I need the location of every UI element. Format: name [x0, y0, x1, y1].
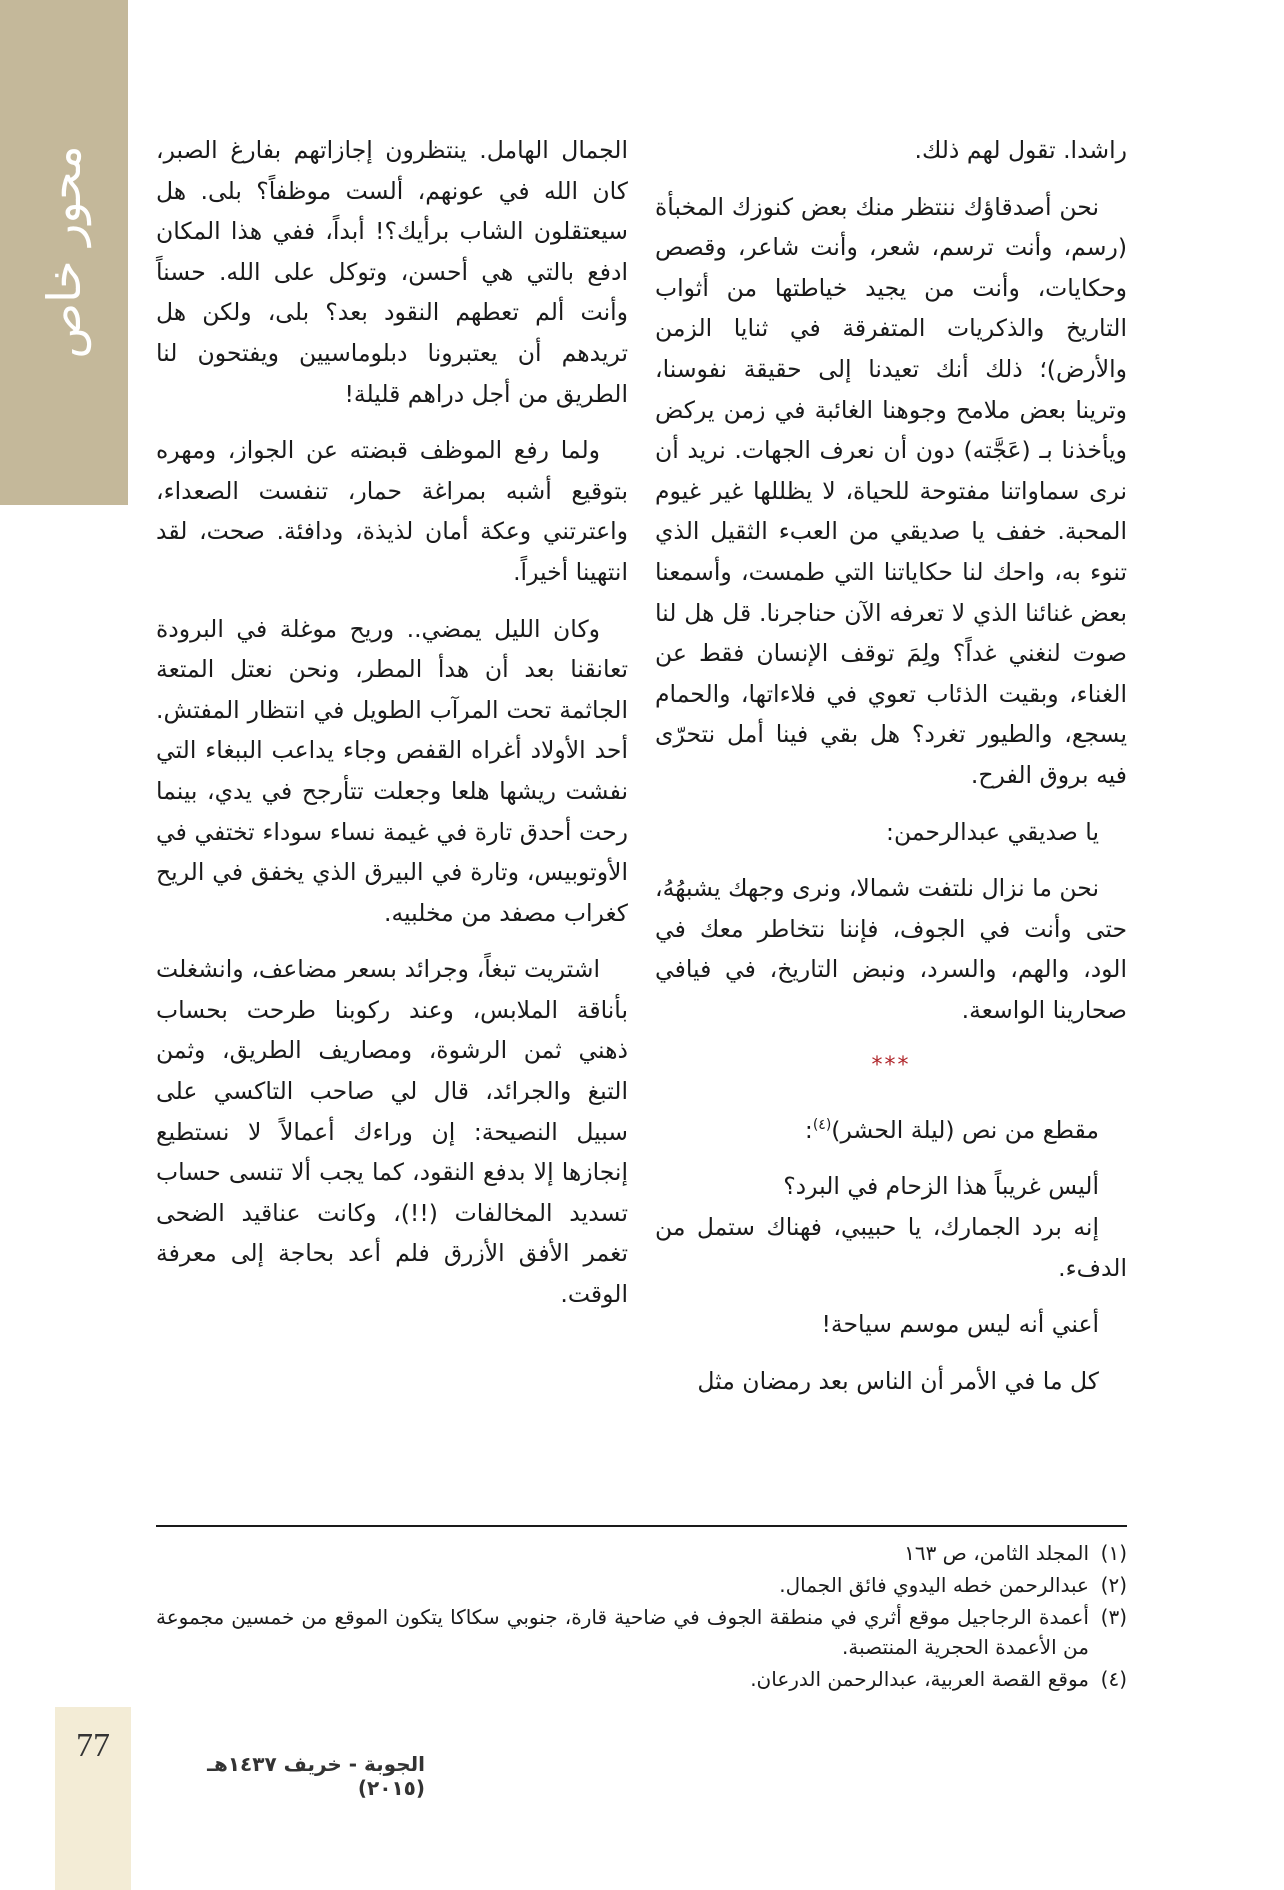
dialogue-line: كل ما في الأمر أن الناس بعد رمضان مثل [697, 1366, 1099, 1395]
excerpt-intro: مقطع من نص (ليلة الحشر) [831, 1115, 1099, 1144]
section-side-tab [0, 0, 128, 505]
paragraph: نحن ما نزال نلتفت شمالا، ونرى وجهك يشبهُهُ، حتى وأنت في الجوف، فإننا نتخاطر معك في الود، والهم، والسرد، ونبض التاريخ، في فيافي صحارينا الواسعة. [655, 874, 1127, 1024]
dialogue-line: أعني أنه ليس موسم سياحة! [821, 1310, 1099, 1339]
paragraph: وكان الليل يمضي.. وريح موغلة في البرودة تعانقنا بعد أن هدأ المطر، ونحن نعتل المتعة الجاثمة تحت المرآب الطويل في انتظار المفتش. أحد الأولاد أغراه القفص وجاء يداعب الببغاء التي نفشت ريشها هلعا وجعلت تتأرجح في يدي، بينما رحت أحدق تارة في غيمة نساء سوداء تختفي في الأوتوبيس، وتارة في البيرق الذي يخفق في الريح كغراب مصفد من مخلبيه. [156, 614, 628, 927]
footnote-item [156, 1570, 1127, 1600]
paragraph: اشتريت تبغاً، وجرائد بسعر مضاعف، وانشغلت بأناقة الملابس، وعند ركوبنا طرحت بحساب ذهني ثمن الرشوة، ومصاريف الطريق، وثمن التبغ والجرائد، قال لي صاحب التاكسي على سبيل النصيحة: إن وراءك أعمالاً لا نستطيع إنجازها إلا بدفع النقود، كما يجب ألا تنسى حساب تسديد المخالفات (!!)، وكانت عناقيد الضحى تغمر الأفق الأزرق فلم أعد بحاجة إلى معرفة الوقت. [156, 955, 628, 1309]
left-text-column [156, 130, 628, 1331]
dialogue-line: إنه برد الجمارك، يا حبيبي، فهناك ستمل من الدفء. [655, 1213, 1127, 1282]
page-number-strip [55, 1707, 131, 1890]
section-separator: *** [871, 1053, 911, 1079]
excerpt-colon: : [804, 1115, 813, 1144]
footnotes [156, 1538, 1127, 1696]
footnote-item [156, 1602, 1127, 1662]
footnote-number: (١) [1100, 1541, 1127, 1565]
paragraph: راشدا. تقول لهم ذلك. [914, 136, 1127, 164]
right-text-column [655, 130, 1127, 1401]
footnote-text: موقع القصة العربية، عبدالرحمن الدرعان. [750, 1667, 1089, 1691]
footnote-ref: (٤) [812, 1117, 832, 1134]
excerpt-heading [655, 1105, 1127, 1150]
paragraph: ولما رفع الموظف قبضته عن الجواز، ومهره بتوقيع أشبه بمراغة حمار، تنفست الصعداء، واعترتني وعكة أمان لذيذة، ودافئة. صحت، لقد انتهينا أخيراً. [156, 436, 628, 586]
page-number: 77 [76, 1727, 110, 1764]
footnote-number: (٤) [1100, 1667, 1127, 1691]
footnote-item [156, 1664, 1127, 1694]
section-label: محور خاص [37, 145, 91, 359]
paragraph: نحن أصدقاؤك ننتظر منك بعض كنوزك المخبأة (رسم، وأنت ترسم، شعر، وأنت شاعر، وقصص وحكايات، وأنت من يجيد خياطتها من أثواب التاريخ والذكريات المتفرقة في ثنايا الزمن والأرض)؛ ذلك أنك تعيدنا إلى حقيقة نفوسنا، وترينا بعض ملامح وجوهنا الغائبة في زمن يركض ويأخذنا بـ (عَجَّته) دون أن نعرف الجهات. نريد أن نرى سماواتنا مفتوحة للحياة، لا يظللها غير غيوم المحبة. خفف يا صديقي من العبء الثقيل الذي تنوء به، واحك لنا حكاياتنا التي طمست، وأسمعنا بعض غنائنا الذي لا تعرفه الآن حناجرنا. قل هل لنا صوت لنغني غداً؟ ولِمَ توقف الإنسان فقط عن الغناء، وبقيت الذئاب تعوي في فلاءاتها، والحمام يسجع، والطيور تغرد؟ هل بقي فينا أمل نتحرّى فيه بروق الفرح. [655, 192, 1127, 789]
paragraph: الجمال الهامل. ينتظرون إجازاتهم بفارغ الصبر، كان الله في عونهم، ألست موظفاً؟ بلى. هل سيعتقلون الشاب برأيك؟! أبداً، ففي هذا المكان ادفع بالتي هي أحسن، وتوكل على الله. حسناً وأنت ألم تعطهم النقود بعد؟ بلى، ولكن هل تريدهم أن يعتبرونا دبلوماسيين ويفتحون لنا الطريق من أجل دراهم قليلة! [156, 136, 628, 408]
footnote-divider [156, 1525, 1127, 1527]
footnote-text: عبدالرحمن خطه اليدوي فائق الجمال. [779, 1573, 1089, 1597]
footnote-text: أعمدة الرجاجيل موقع أثري في منطقة الجوف في ضاحية قارة، جنوبي سكاكا يتكون الموقع من خمسين مجموعة من الأعمدة الحجرية المنتصبة. [156, 1605, 1089, 1659]
dialogue-line: أليس غريباً هذا الزحام في البرد؟ [783, 1172, 1099, 1201]
footnote-number: (٣) [1100, 1605, 1127, 1629]
footnote-number: (٢) [1100, 1573, 1127, 1597]
paragraph: يا صديقي عبدالرحمن: [886, 817, 1099, 846]
footnote-text: المجلد الثامن، ص ١٦٣ [904, 1541, 1089, 1565]
issue-line: الجوبة - خريف ١٤٣٧هـ (٢٠١٥) [207, 1752, 425, 1800]
footnote-item [156, 1538, 1127, 1568]
